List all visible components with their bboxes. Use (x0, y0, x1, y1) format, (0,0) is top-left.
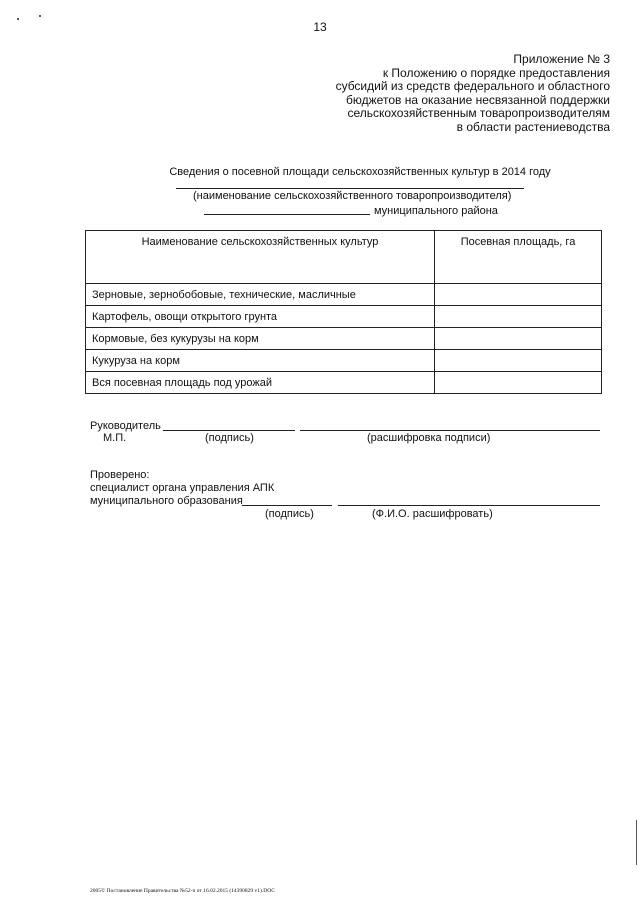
column-header-crops: Наименование сельскохозяйственных культур (86, 231, 435, 284)
producer-name-line (176, 188, 524, 189)
footer-file-path: 2005© Постановление Правительства №52-п от 16.02.2015 (14390829 v1).DOC (90, 888, 275, 894)
scan-dot (17, 18, 19, 20)
district-name-line (204, 214, 370, 215)
head-label: Руководитель (90, 420, 161, 432)
area-cell[interactable] (435, 328, 602, 350)
annex-line: к Положению о порядке предоставления (382, 65, 610, 80)
area-cell[interactable] (435, 350, 602, 372)
verified-signature-line (242, 505, 332, 506)
table-row (86, 306, 602, 328)
crop-name-cell: Кормовые, без кукурузы на корм (86, 328, 435, 350)
crop-name-cell: Картофель, овощи открытого грунта (86, 306, 435, 328)
head-decode-caption: (расшифровка подписи) (367, 432, 491, 444)
table-row (86, 284, 602, 306)
verified-specialist-label: специалист органа управления АПК (90, 482, 275, 494)
producer-name-caption: (наименование сельскохозяйственного товаропроизводителя) (193, 190, 512, 202)
verified-sign-caption: (подпись) (265, 508, 314, 520)
area-cell[interactable] (435, 372, 602, 394)
scan-mark (636, 820, 637, 865)
annex-line: в области растениеводства (456, 119, 610, 134)
annex-line: Приложение № 3 (513, 52, 610, 66)
column-header-area: Посевная площадь, га (435, 231, 602, 284)
annex-header (336, 53, 610, 135)
seal-label: М.П. (103, 432, 127, 444)
annex-line: сельскохозяйственным товаропроизводителям (347, 106, 610, 121)
head-decode-line (300, 430, 600, 431)
crop-name-cell: Зерновые, зернобобовые, технические, масличные (86, 284, 435, 306)
head-sign-caption: (подпись) (205, 432, 254, 444)
head-signature-line (163, 430, 295, 431)
table-row (86, 350, 602, 372)
table-row (86, 328, 602, 350)
annex-line: субсидий из средств федерального и областного (335, 79, 610, 94)
page-number: 13 (313, 20, 327, 34)
verified-name-caption: (Ф.И.О. расшифровать) (372, 508, 493, 520)
scan-dot (39, 15, 41, 17)
verified-municipality-label: муниципального образования (90, 495, 243, 507)
table-header-row (86, 231, 602, 284)
crop-name-cell: Вся посевная площадь под урожай (86, 372, 435, 394)
area-cell[interactable] (435, 306, 602, 328)
area-cell[interactable] (435, 284, 602, 306)
crop-area-table (85, 230, 602, 394)
form-title: Сведения о посевной площади сельскохозяйственных культур в 2014 году (169, 166, 551, 178)
annex-line: бюджетов на оказание несвязанной поддержки (346, 92, 610, 107)
crop-name-cell: Кукуруза на корм (86, 350, 435, 372)
table-row (86, 372, 602, 394)
verified-label: Проверено: (90, 469, 150, 481)
verified-name-line (338, 505, 600, 506)
district-caption: муниципального района (374, 205, 498, 217)
